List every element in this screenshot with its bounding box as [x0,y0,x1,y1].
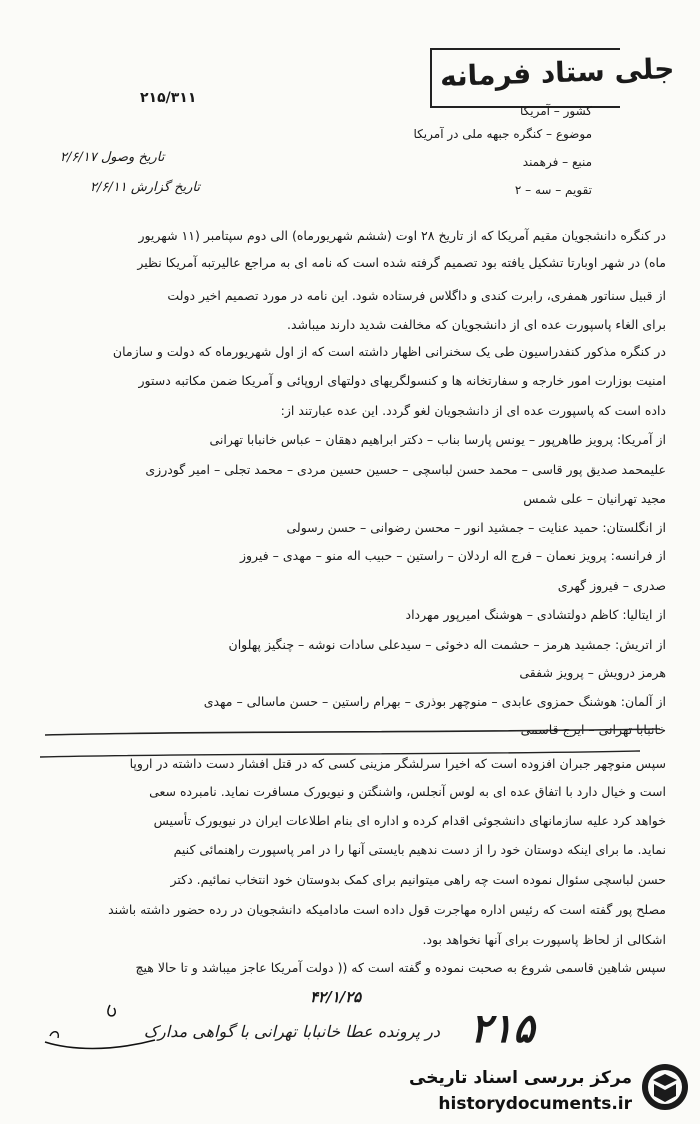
body-line: صدری – فیروز گهری [557,578,666,593]
subject-field: موضوع – کنگره جبهه ملی در آمریکا [413,127,592,141]
body-line: از اتریش: جمشید هرمز – حشمت اله دخوئی – سیدعلی سادات نوشه – چنگیز پهلوان [228,637,666,652]
date-received: تاریخ وصول ۲/۶/۱۷ [60,150,165,165]
body-line: سپس منوچهر جبران افزوده است که اخیرا سرلشگر مزینی کسی که در قتل افشار دست داشته در اروپا [129,756,666,771]
body-line: خواهد کرد علیه سازمانهای دانشجوئی اقدام کرده و اداره ای بنام اطلاعات ایران در نیویورک تأسیس [153,813,666,828]
body-line: از انگلستان: حمید عنایت – جمشید انور – محسن رضوانی – حسن رسولی [286,520,666,535]
body-line: در کنگره دانشجویان مقیم آمریکا که از تاریخ ۲۸ اوت (ششم شهریورماه) الی دوم سپتامبر (۱۱ شهریور [138,228,666,243]
handwritten-date: ۴۲/۱/۲۵ [310,988,362,1006]
body-line: حسن لباسچی سئوال نموده است چه راهی میتوانیم برای کمک بدوستان خود انتخاب نمائیم. دکتر [170,872,666,887]
body-line: هرمز درویش – پرویز شفقی [519,665,666,680]
evaluation-field: تقویم – سه – ۲ [514,183,592,197]
body-line: از ایتالیا: کاظم دولتشادی – هوشنگ امیرپور مهرداد [405,607,666,622]
body-line: خانبابا تهرانی – ایرج قاسمی [520,722,666,737]
body-line: ماه) در شهر اوبارتا تشکیل یافته بود تصمیم گرفته شده است که نامه ای به مراجع عالیرتبه آمریکا نظیر [137,255,666,270]
body-line: علیمحمد صدیق پور قاسی – محمد حسن لباسچی – حسین حسین مردی – محمد تجلی – امیر گودرزی [145,462,666,477]
body-line: اشکالی از لحاظ پاسپورت برای آنها نخواهد بود. [422,932,666,947]
body-line: مجید تهرانیان – علی شمس [523,491,666,506]
handwritten-number: ۲۱۵ [470,1005,535,1052]
body-line: نماید. ما برای اینکه دوستان خود را از دست ندهیم بایستی آنها را در امر پاسپورت راهنمائی کنیم [173,842,666,857]
archive-website: historydocuments.ir [438,1094,632,1114]
document-number: ۲۱۵/۳۱۱ [140,90,197,106]
source-field: منبع – فرهمند [522,155,592,169]
body-line: است و خیال دارد با اتفاق عده ای به لوس آنجلس، واشنگتن و نیویورک مسافرت نماید. نامبرده سعی [149,784,666,799]
body-line: مصلح پور گفته است که رئیس اداره مهاجرت قول داده است مادامیکه دانشجویان در رده حضور داشته باشند [108,902,666,917]
body-line: امنیت بوزارت امور خارجه و سفارتخانه ها و کنسولگریهای دولتهای اروپائی و آمریکا ضمن مکاتبه دستور [138,373,666,388]
archive-logo-icon [640,1062,690,1112]
signature-scribble [40,1000,160,1060]
body-line: از فرانسه: پرویز نعمان – فرج اله اردلان – راستین – حبیب اله منو – مهدی – فیروز [239,548,666,563]
country-field: کشور – آمریکا [519,104,592,118]
handwritten-note: در پرونده عطا خانبابا تهرانی با گواهی مدارک [143,1022,440,1041]
date-report: تاریخ گزارش ۲/۶/۱۱ [90,180,200,195]
body-line: از قبیل سناتور همفری، رابرت کندی و داگلاس فرستاده شود. این نامه در مورد تصمیم اخیر دولت [167,288,666,303]
body-line: داده است که پاسپورت عده ای از دانشجویان لغو گردد. این عده عبارتند از: [280,403,666,418]
body-line: از آلمان: هوشنگ حمزوی عابدی – منوچهر بوذری – بهرام راستین – حسن ماسالی – مهدی [203,694,666,709]
body-line: برای الغاء پاسپورت عده ای از دانشجویان که مخالفت شدید دارند میباشد. [286,317,666,332]
classification-stamp: جلی ستاد فرمانه [439,51,675,94]
body-line: سپس شاهین قاسمی شروع به صحبت نموده و گفته است که (( دولت آمریکا عاجز میباشد و تا حالا هیچ [135,960,666,975]
body-line: در کنگره مذکور کنفدراسیون طی یک سخنرانی اظهار داشته است که از اول شهریورماه که دولت و سازمان [112,344,666,359]
body-line: از آمریکا: پرویز طاهرپور – یونس پارسا بناب – دکتر ابراهیم دهقان – عباس خانبابا تهرانی [209,432,666,447]
archive-center-name: مرکز بررسی اسناد تاریخی [409,1068,632,1088]
